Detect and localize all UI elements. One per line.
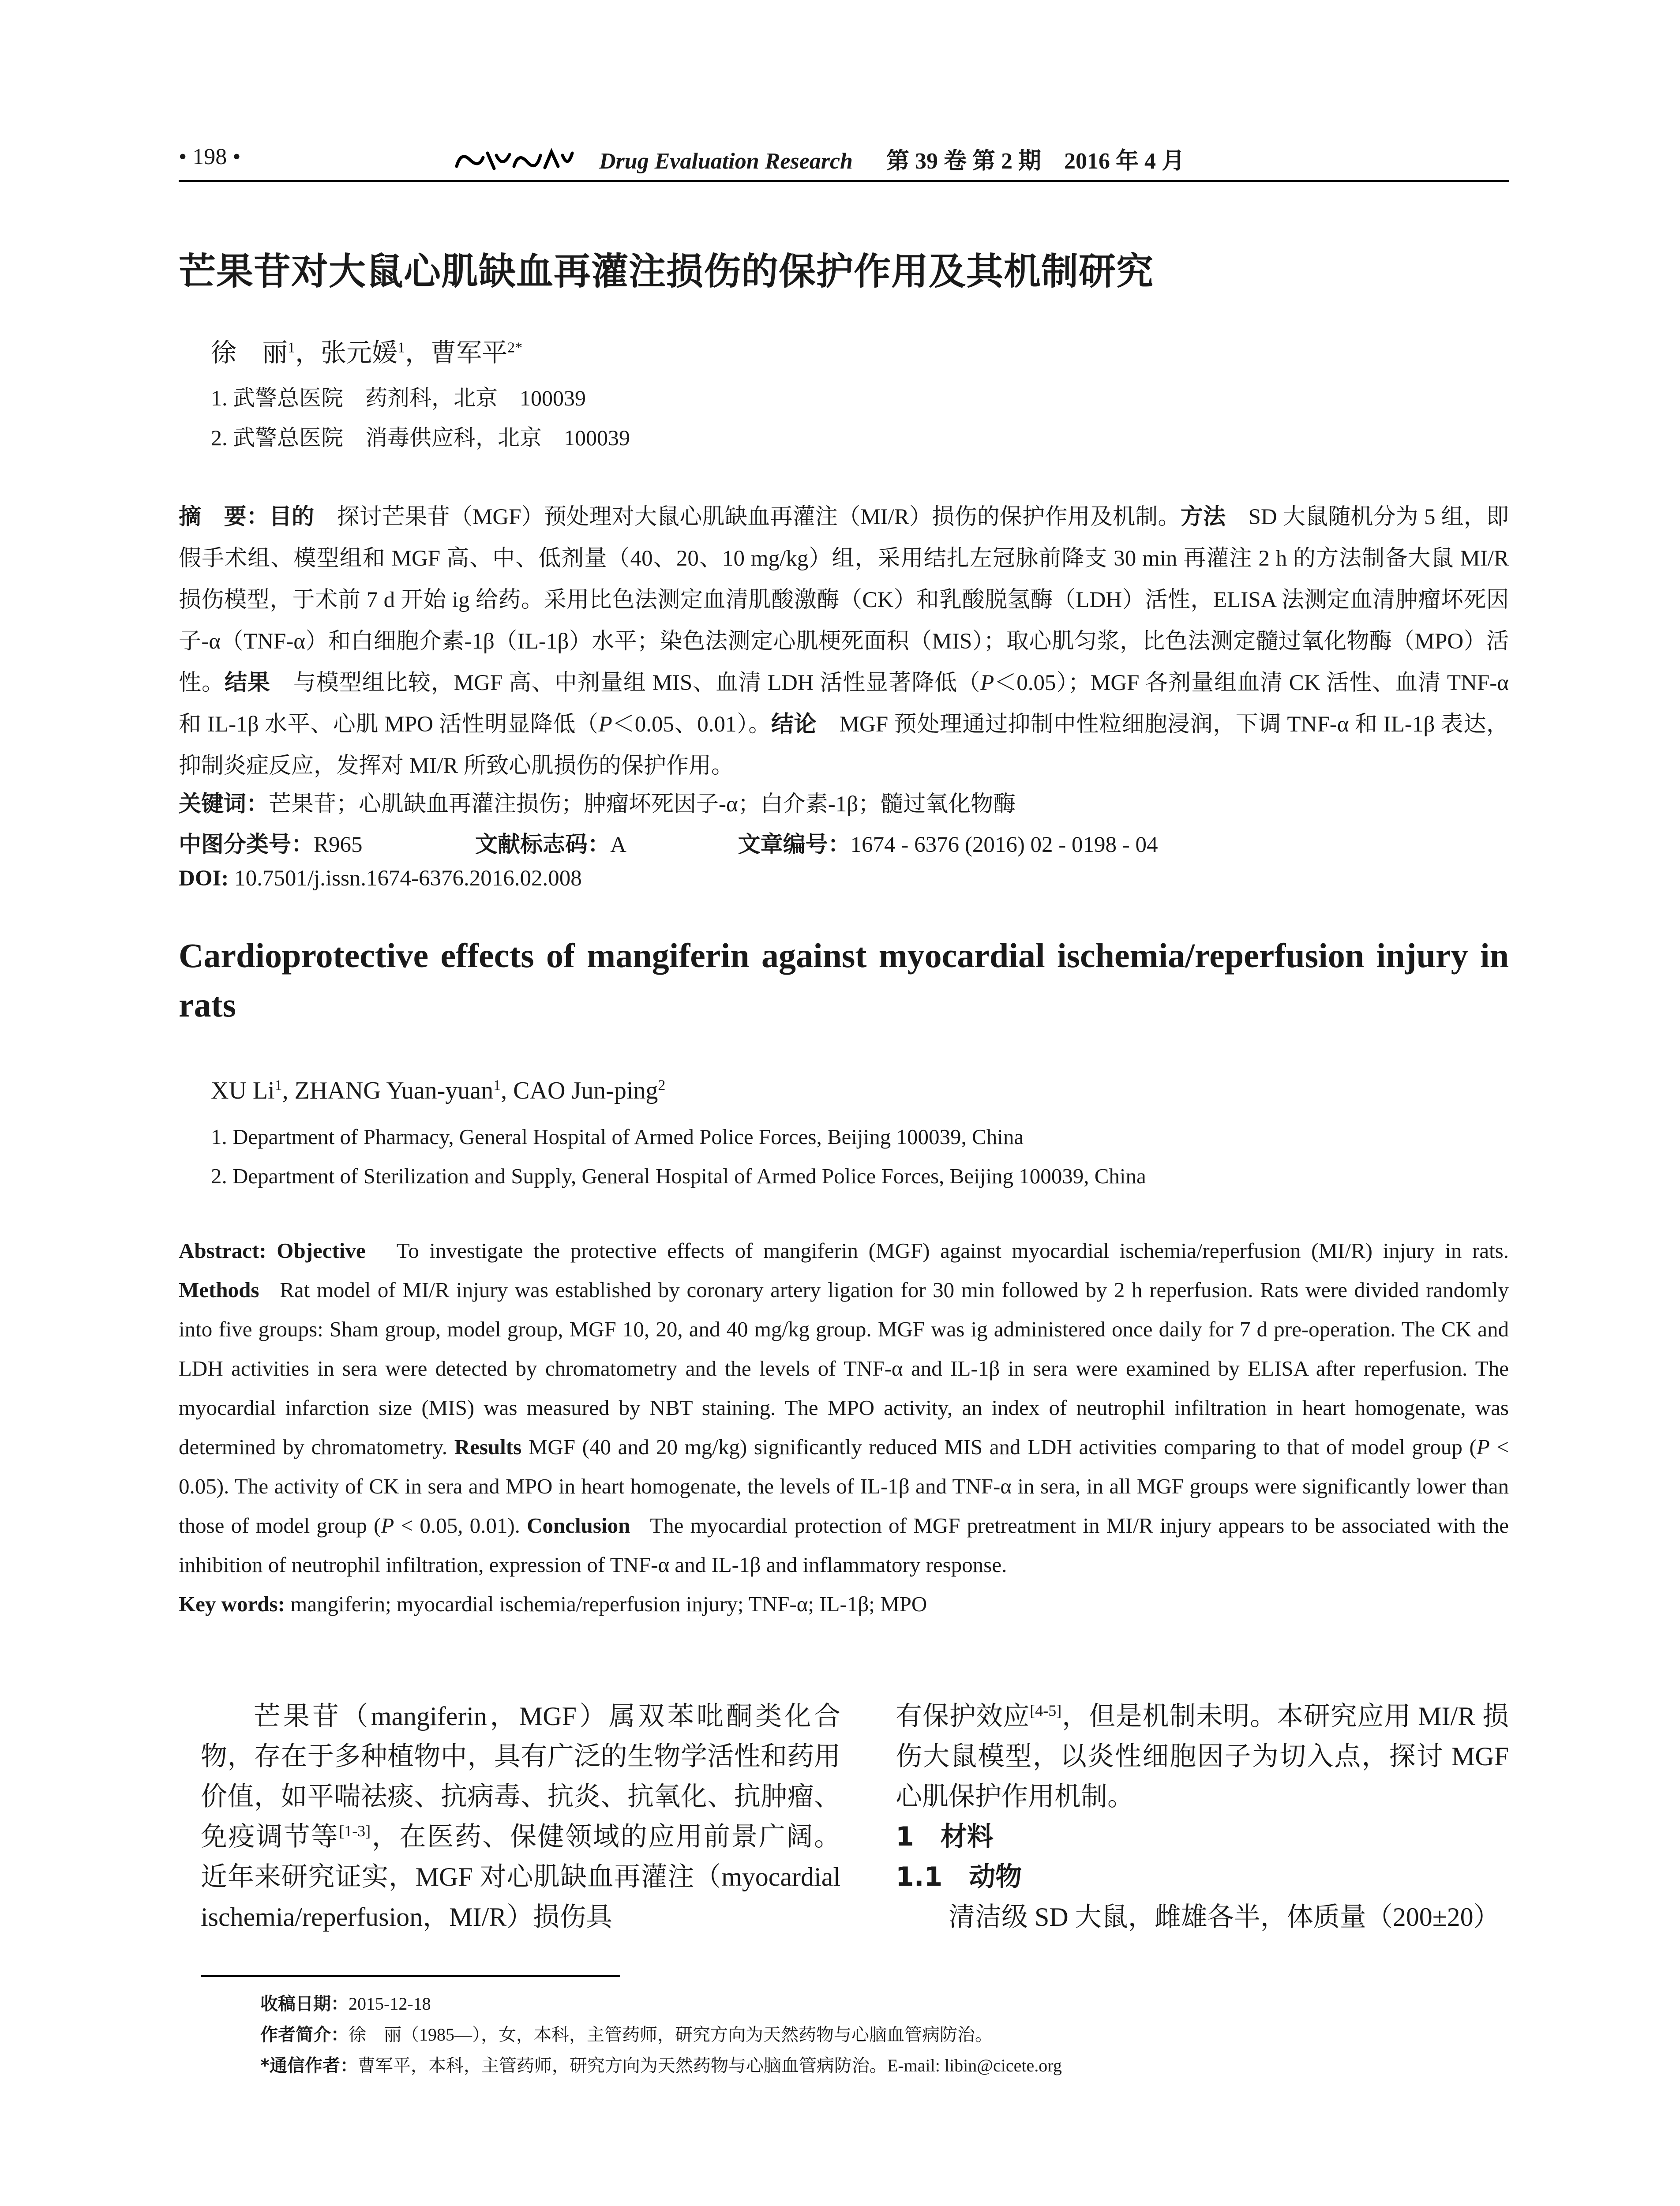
author-sup: 1 — [398, 339, 405, 356]
conclusion-label: 结论 — [771, 711, 817, 737]
results-text: ＜0.05）；MGF 各剂量组血清 CK 活性、血清 TNF-α 和 IL-1β 水平、心肌 MPO 活性明显降低（ — [179, 671, 1509, 737]
journal-info — [452, 142, 1185, 175]
results-label: 结果 — [224, 670, 270, 696]
results-label: Results — [454, 1435, 522, 1459]
body-text: ，但是机制未明。本研究应用 MI/R 损伤大鼠模型，以炎性细胞因子为切入点，探讨 MGF 心肌保护作用机制。 — [896, 1702, 1509, 1811]
conclusion-text: The myocardial protection of MGF pretreatment in MI/R injury appears to be associated with the inhibition of neutrophil infiltration, expression of TNF-α and IL-1β and inflammatory response. — [179, 1513, 1509, 1577]
corr-text: 曹军平，本科，主管药师，研究方向为天然药物与心脑血管病防治。E-mail: libin@cicete.org — [357, 2056, 1062, 2075]
doi-label: DOI: — [179, 866, 229, 891]
author-sup: 2* — [507, 339, 523, 356]
results-text: < 0.05). The activity of CK in sera and MPO in heart homogenate, the levels of IL-1β and TNF-α in sera, in all MGF groups were significantly lower than those of model group ( — [179, 1435, 1509, 1538]
results-text: ＜0.05、0.01）。 — [612, 712, 771, 737]
article-title-cn: 芒果苷对大鼠心肌缺血再灌注损伤的保护作用及其机制研究 — [179, 250, 1154, 293]
article-title-en: Cardioprotective effects of mangiferin against myocardial ischemia/reperfusion injury in rats — [179, 936, 1509, 1024]
keywords-label: 关键词： — [179, 791, 269, 817]
clc-value: R965 — [314, 833, 363, 857]
page-number: • 198 • — [179, 144, 241, 169]
author-sup: 2 — [658, 1077, 666, 1094]
article-no-label: 文章编号： — [738, 832, 851, 858]
methods-label: 方法 — [1180, 504, 1226, 530]
results-text: 与模型组比较，MGF 高、中剂量组 MIS、血清 LDH 活性显著降低（ — [293, 671, 981, 695]
p-symbol: P — [598, 712, 612, 737]
body-paragraph — [201, 1696, 840, 1937]
methods-label: Methods — [179, 1278, 259, 1302]
classification-line — [179, 826, 1158, 859]
conclusion-label: Conclusion — [527, 1513, 630, 1538]
objective-text: To investigate the protective effects of mangiferin (MGF) against myocardial ischemia/reperfusion (MI/R) injury in rats. — [396, 1238, 1509, 1263]
p-symbol: P — [980, 671, 994, 695]
objective-label: 目的 — [269, 504, 315, 530]
citation: [1-3] — [339, 1822, 371, 1840]
body-paragraph — [896, 1696, 1509, 1817]
author-name: XU Li — [211, 1077, 275, 1104]
corr-label: *通信作者： — [260, 2056, 358, 2076]
footnote-received — [260, 1990, 431, 2015]
keywords-en-label: Key words: — [179, 1592, 285, 1616]
abstract-cn — [179, 496, 1509, 787]
doc-code-label: 文献标志码： — [475, 832, 611, 858]
methods-text: SD 大鼠随机分为 5 组，即假手术组、模型组和 MGF 高、中、低剂量（40、20、10 mg/kg）组，采用结扎左冠脉前降支 30 min 再灌注 2 h 的方法制备大鼠 MI/R 损伤模型，于术前 7 d 开始 ig 给药。采用比色法测定血清肌酸激酶（CK）和乳酸脱氢酶（LDH）活性，ELISA 法测定血清肿瘤坏死因子-α（TNF-α）和白细胞介素-1β（IL-1β）水平；染色法测定心肌梗死面积（MIS）；取心肌匀浆，比色法测定髓过氧化物酶（MPO）活性。 — [179, 505, 1509, 695]
issue-info: 第 39 卷 第 2 期 2016 年 4 月 — [886, 149, 1185, 174]
body-column-left — [201, 1696, 840, 1937]
results-text: < 0.05, 0.01). — [394, 1513, 520, 1538]
footnote-author-bio — [260, 2021, 993, 2046]
doc-code-value: A — [610, 833, 626, 857]
doi-line — [179, 866, 582, 891]
abstract-label: 摘 要： — [179, 504, 269, 530]
affiliation-en-2: 2. Department of Sterilization and Supply, General Hospital of Armed Police Forces, Beijing 100039, China — [211, 1164, 1146, 1188]
authors-en: XU Li$^1$, ZHANG Yuan-yuan$^1$, CAO Jun-ping$^2$ — [211, 1077, 666, 1104]
author-name: 曹军平 — [431, 338, 508, 367]
author-sup: 1 — [493, 1077, 501, 1094]
affiliation-cn-2: 2. 武警总医院 消毒供应科，北京 100039 — [211, 425, 630, 450]
author-name: CAO Jun-ping — [513, 1077, 658, 1104]
affiliation-en-1: 1. Department of Pharmacy, General Hospital of Armed Police Forces, Beijing 100039, China — [211, 1125, 1024, 1149]
subsection-heading: 1.1 动物 — [896, 1861, 1022, 1892]
affiliation-cn-1: 1. 武警总医院 药剂科，北京 100039 — [211, 386, 586, 410]
body-text: 有保护效应 — [896, 1702, 1030, 1731]
keywords-cn — [179, 785, 1016, 818]
journal-calligraphy-logo — [452, 146, 576, 173]
authors-cn: 徐 丽$^1$，张元媛$^1$，曹军平$^{2*}$ — [211, 338, 523, 367]
bio-text: 徐 丽（1985—），女，本科，主管药师，研究方向为天然药物与心脑血管病防治。 — [349, 2025, 993, 2045]
keywords-en-text: mangiferin; myocardial ischemia/reperfusion injury; TNF-α; IL-1β; MPO — [290, 1592, 927, 1616]
section-heading: 1 材料 — [896, 1821, 994, 1852]
bio-label: 作者简介： — [260, 2025, 349, 2045]
keywords-text: 芒果苷；心肌缺血再灌注损伤；肿瘤坏死因子-α；白介素-1β；髓过氧化物酶 — [269, 792, 1016, 817]
clc-label: 中图分类号： — [179, 832, 314, 858]
methods-text: Rat model of MI/R injury was established by coronary artery ligation for 30 min followed by 2 h reperfusion. Rats were divided randomly into five groups: Sham group, model group, MGF 10, 20, and 40 mg/kg group. MGF was ig administered once daily for 7 d pre-operation. The CK and LDH activities in sera were detected by chromatometry and the levels of TNF-α and IL-1β in sera were examined by ELISA after reperfusion. The myocardial infarction size (MIS) was measured by NBT staining. The MPO activity, an index of neutrophil infiltration in heart homogenate, was determined by chromatometry. — [179, 1278, 1509, 1459]
abstract-objective-label: Abstract: Objective — [179, 1238, 366, 1263]
results-text: MGF (40 and 20 mg/kg) significantly reduced MIS and LDH activities comparing to that of model group ( — [528, 1435, 1477, 1459]
footnote-divider — [201, 1975, 620, 1977]
abstract-en — [179, 1231, 1509, 1624]
author-sup: 1 — [288, 339, 296, 356]
running-header — [179, 140, 1509, 182]
received-date: 2015-12-18 — [349, 1994, 431, 2014]
article-no-value: 1674 - 6376 (2016) 02 - 0198 - 04 — [850, 833, 1158, 857]
body-paragraph: 清洁级 SD 大鼠，雌雄各半，体质量（200±20） — [949, 1902, 1500, 1932]
journal-name-en: Drug Evaluation Research — [599, 149, 853, 174]
received-label: 收稿日期： — [260, 1994, 349, 2014]
citation: [4-5] — [1030, 1702, 1062, 1719]
footnote-corresponding — [260, 2052, 1062, 2077]
author-name: ZHANG Yuan-yuan — [294, 1077, 494, 1104]
author-name: 徐 丽 — [211, 338, 288, 367]
p-symbol: P — [381, 1513, 394, 1538]
body-column-right — [896, 1696, 1509, 1937]
doi-value[interactable]: 10.7501/j.issn.1674-6376.2016.02.008 — [234, 866, 582, 891]
body-text: 芒果苷（mangiferin，MGF）属双苯吡酮类化合物，存在于多种植物中，具有广泛的生物学活性和药用价值，如平喘祛痰、抗病毒、抗炎、抗氧化、抗肿瘤、免疫调节等 — [201, 1702, 840, 1851]
author-sup: 1 — [274, 1077, 282, 1094]
p-symbol: P — [1476, 1435, 1490, 1459]
author-name: 张元媛 — [321, 338, 398, 367]
conclusion-text: MGF 预处理通过抑制中性粒细胞浸润，下调 TNF-α 和 IL-1β 表达，抑制炎症反应，发挥对 MI/R 所致心肌损伤的保护作用。 — [179, 712, 1509, 778]
objective-text: 探讨芒果苷（MGF）预处理对大鼠心肌缺血再灌注（MI/R）损伤的保护作用及机制。 — [337, 505, 1181, 529]
body-text: ，在医药、保健领域的应用前景广阔。近年来研究证实，MGF 对心肌缺血再灌注（myocardial ischemia/reperfusion，MI/R）损伤具 — [201, 1822, 841, 1932]
